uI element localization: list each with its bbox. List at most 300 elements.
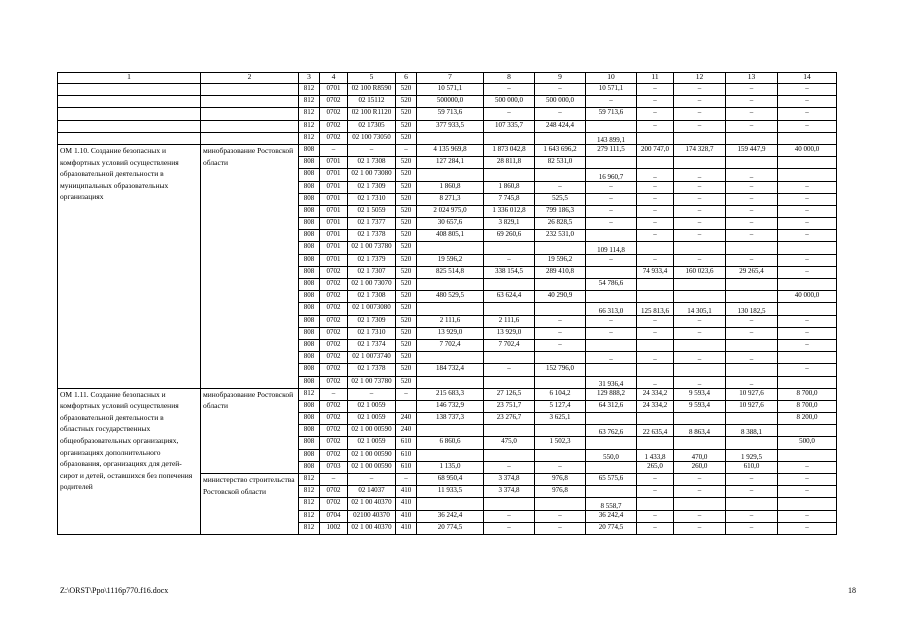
table-cell: 808: [299, 364, 320, 376]
table-cell: –: [637, 522, 674, 534]
table-cell: –: [484, 364, 535, 376]
table-cell: 02 17305: [348, 120, 396, 132]
table-cell: 808: [299, 193, 320, 205]
table-cell: 520: [396, 84, 417, 96]
table-cell: 8 271,3: [417, 193, 484, 205]
table-cell: –: [674, 193, 726, 205]
table-cell: 812: [299, 498, 320, 510]
table-cell: 520: [396, 254, 417, 266]
table-cell: 215 683,3: [417, 388, 484, 400]
table-cell: [484, 449, 535, 461]
table-cell: 812: [299, 120, 320, 132]
table-cell: [586, 157, 637, 169]
table-cell: 4 135 969,8: [417, 144, 484, 156]
table-cell: 808: [299, 376, 320, 388]
table-cell: [726, 437, 778, 449]
column-number: 3: [299, 73, 320, 84]
table-cell: [535, 303, 586, 315]
table-cell: 02 100 R8590: [348, 84, 396, 96]
table-cell: 2 111,6: [417, 315, 484, 327]
table-cell: –: [778, 120, 837, 132]
table-cell: 808: [299, 181, 320, 193]
table-cell: 520: [396, 108, 417, 120]
table-cell: 02 1 7308: [348, 157, 396, 169]
page-number: 18: [848, 586, 856, 595]
executor-cell: [201, 132, 299, 144]
table-cell: 1 929,5: [726, 449, 778, 461]
table-cell: 184 732,4: [417, 364, 484, 376]
table-cell: –: [586, 327, 637, 339]
table-cell: 16 960,7: [586, 169, 637, 181]
table-cell: 59 713,6: [586, 108, 637, 120]
table-cell: –: [586, 254, 637, 266]
table-cell: 6 104,2: [535, 388, 586, 400]
table-cell: 610: [396, 461, 417, 473]
table-cell: –: [726, 181, 778, 193]
table-cell: –: [778, 193, 837, 205]
table-row: [58, 388, 837, 400]
table-cell: –: [348, 388, 396, 400]
table-cell: –: [778, 364, 837, 376]
column-number: 14: [778, 73, 837, 84]
table-cell: 11 933,5: [417, 486, 484, 498]
table-row: [58, 144, 837, 156]
table-cell: 8 388,1: [726, 425, 778, 437]
table-cell: 232 531,0: [535, 230, 586, 242]
table-cell: 0701: [320, 169, 348, 181]
table-cell: –: [637, 169, 674, 181]
table-cell: 610: [396, 437, 417, 449]
table-cell: [637, 364, 674, 376]
table-cell: [417, 169, 484, 181]
table-cell: 02 1 00 00590: [348, 425, 396, 437]
table-cell: –: [778, 230, 837, 242]
table-cell: 808: [299, 266, 320, 278]
table-cell: [778, 132, 837, 144]
table-cell: 520: [396, 352, 417, 364]
table-cell: [726, 291, 778, 303]
table-cell: –: [674, 486, 726, 498]
table-cell: –: [484, 84, 535, 96]
table-cell: 0701: [320, 181, 348, 193]
table-cell: –: [778, 339, 837, 351]
table-cell: 520: [396, 132, 417, 144]
table-cell: –: [726, 327, 778, 339]
table-cell: –: [637, 193, 674, 205]
table-cell: [417, 303, 484, 315]
table-cell: [674, 413, 726, 425]
table-cell: –: [726, 205, 778, 217]
table-cell: [726, 157, 778, 169]
table-cell: 520: [396, 279, 417, 291]
table-cell: –: [778, 205, 837, 217]
table-cell: [637, 339, 674, 351]
column-number: 7: [417, 73, 484, 84]
table-cell: –: [726, 193, 778, 205]
table-cell: [586, 291, 637, 303]
table-cell: 808: [299, 144, 320, 156]
table-cell: 152 796,0: [535, 364, 586, 376]
table-cell: –: [637, 108, 674, 120]
table-cell: 0702: [320, 425, 348, 437]
table-cell: 20 774,5: [586, 522, 637, 534]
table-cell: –: [586, 181, 637, 193]
table-cell: –: [726, 254, 778, 266]
table-cell: 0702: [320, 120, 348, 132]
table-cell: –: [535, 108, 586, 120]
table-cell: –: [726, 474, 778, 486]
table-cell: 02 1 7378: [348, 230, 396, 242]
table-cell: –: [396, 388, 417, 400]
table-cell: 200 747,0: [637, 144, 674, 156]
table-cell: [417, 132, 484, 144]
table-cell: 0702: [320, 327, 348, 339]
table-cell: [726, 364, 778, 376]
table-cell: –: [484, 254, 535, 266]
table-cell: 59 713,6: [417, 108, 484, 120]
table-cell: –: [586, 218, 637, 230]
table-cell: [535, 279, 586, 291]
table-cell: [778, 498, 837, 510]
table-cell: –: [320, 388, 348, 400]
table-cell: 520: [396, 291, 417, 303]
table-cell: –: [726, 169, 778, 181]
table-cell: –: [535, 522, 586, 534]
table-cell: 24 334,2: [637, 400, 674, 412]
column-number: 9: [535, 73, 586, 84]
table-row: [58, 108, 837, 120]
table-cell: 610,0: [726, 461, 778, 473]
table-cell: 63 762,6: [586, 425, 637, 437]
table-cell: 02 1 7377: [348, 218, 396, 230]
table-cell: 808: [299, 437, 320, 449]
table-cell: 26 828,5: [535, 218, 586, 230]
table-cell: –: [674, 254, 726, 266]
table-cell: 808: [299, 449, 320, 461]
table-cell: 02 1 7308: [348, 291, 396, 303]
table-cell: –: [586, 193, 637, 205]
table-cell: –: [535, 315, 586, 327]
table-cell: [586, 120, 637, 132]
table-cell: [674, 437, 726, 449]
table-cell: [674, 157, 726, 169]
table-cell: 410: [396, 498, 417, 510]
table-cell: [726, 413, 778, 425]
table-cell: 525,5: [535, 193, 586, 205]
table-cell: 520: [396, 230, 417, 242]
table-cell: 0702: [320, 315, 348, 327]
table-cell: –: [637, 218, 674, 230]
table-cell: –: [674, 327, 726, 339]
table-cell: –: [726, 510, 778, 522]
table-cell: –: [778, 474, 837, 486]
table-cell: [417, 376, 484, 388]
table-cell: 02 1 00 73070: [348, 279, 396, 291]
table-cell: [417, 498, 484, 510]
table-cell: 812: [299, 510, 320, 522]
table-cell: 808: [299, 205, 320, 217]
executor-cell: [201, 120, 299, 132]
table-cell: 289 410,8: [535, 266, 586, 278]
table-cell: 36 242,4: [417, 510, 484, 522]
table-cell: 10 571,1: [417, 84, 484, 96]
table-cell: –: [348, 474, 396, 486]
table-cell: [726, 279, 778, 291]
table-cell: 338 154,5: [484, 266, 535, 278]
table-cell: 146 732,9: [417, 400, 484, 412]
table-cell: 265,0: [637, 461, 674, 473]
table-cell: –: [778, 510, 837, 522]
table-cell: 0702: [320, 132, 348, 144]
table-cell: 63 624,4: [484, 291, 535, 303]
table-cell: 520: [396, 218, 417, 230]
table-cell: 130 182,5: [726, 303, 778, 315]
table-cell: 8 700,0: [778, 388, 837, 400]
table-cell: [417, 352, 484, 364]
table-cell: [778, 376, 837, 388]
table-cell: [778, 303, 837, 315]
table-cell: 02 1 0059: [348, 437, 396, 449]
table-cell: 0702: [320, 437, 348, 449]
table-cell: [484, 498, 535, 510]
executor-cell: минобразование Ростовской области: [201, 144, 299, 388]
table-cell: 520: [396, 120, 417, 132]
table-cell: –: [637, 510, 674, 522]
executor-cell: [201, 96, 299, 108]
table-cell: 0702: [320, 266, 348, 278]
table-cell: –: [726, 376, 778, 388]
table-cell: 3 625,1: [535, 413, 586, 425]
table-cell: [417, 242, 484, 254]
table-cell: –: [637, 327, 674, 339]
table-cell: 109 114,8: [586, 242, 637, 254]
program-name-cell: [58, 84, 201, 96]
table-cell: –: [637, 474, 674, 486]
table-cell: [637, 291, 674, 303]
table-cell: –: [674, 376, 726, 388]
table-cell: 812: [299, 84, 320, 96]
table-cell: 808: [299, 461, 320, 473]
table-cell: 66 313,0: [586, 303, 637, 315]
table-cell: 520: [396, 193, 417, 205]
table-cell: –: [348, 144, 396, 156]
table-cell: –: [726, 522, 778, 534]
table-cell: 1 502,3: [535, 437, 586, 449]
table-cell: [637, 242, 674, 254]
table-cell: 8 863,4: [674, 425, 726, 437]
table-cell: [726, 242, 778, 254]
table-cell: [484, 303, 535, 315]
table-cell: 02 1 0059: [348, 400, 396, 412]
column-number: 4: [320, 73, 348, 84]
table-cell: –: [637, 120, 674, 132]
table-cell: 808: [299, 254, 320, 266]
table-cell: –: [778, 486, 837, 498]
file-path: Z:\ORST\Ppo\1116p770.f16.docx: [60, 586, 169, 595]
table-cell: 240: [396, 413, 417, 425]
table-cell: –: [674, 108, 726, 120]
program-name-cell: [58, 108, 201, 120]
table-cell: –: [726, 96, 778, 108]
table-cell: 0702: [320, 352, 348, 364]
table-cell: 808: [299, 157, 320, 169]
table-cell: –: [726, 120, 778, 132]
table-cell: [535, 242, 586, 254]
table-cell: –: [778, 84, 837, 96]
table-cell: –: [674, 315, 726, 327]
column-number: 6: [396, 73, 417, 84]
table-cell: –: [637, 376, 674, 388]
table-cell: 20 774,5: [417, 522, 484, 534]
table-cell: 0702: [320, 303, 348, 315]
table-cell: –: [726, 486, 778, 498]
table-cell: 500 000,0: [484, 96, 535, 108]
table-cell: –: [778, 254, 837, 266]
table-cell: [637, 437, 674, 449]
table-cell: 0701: [320, 157, 348, 169]
table-cell: 248 424,4: [535, 120, 586, 132]
table-cell: –: [674, 181, 726, 193]
table-cell: 138 737,3: [417, 413, 484, 425]
table-cell: [484, 132, 535, 144]
table-cell: 0702: [320, 364, 348, 376]
table-cell: 410: [396, 510, 417, 522]
table-cell: 143 899,1: [586, 132, 637, 144]
table-cell: [484, 279, 535, 291]
table-cell: 812: [299, 96, 320, 108]
table-header-row: [58, 73, 837, 84]
executor-cell: минобразование Ростовской области: [201, 388, 299, 473]
table-cell: –: [586, 205, 637, 217]
table-cell: 520: [396, 376, 417, 388]
table-cell: 0702: [320, 486, 348, 498]
table-cell: 1002: [320, 522, 348, 534]
table-cell: 520: [396, 327, 417, 339]
table-cell: 3 374,8: [484, 486, 535, 498]
table-cell: 0702: [320, 413, 348, 425]
table-cell: 808: [299, 218, 320, 230]
table-cell: [535, 425, 586, 437]
table-cell: 0701: [320, 230, 348, 242]
table-cell: 1 643 696,2: [535, 144, 586, 156]
table-cell: 68 950,4: [417, 474, 484, 486]
table-cell: 64 312,6: [586, 400, 637, 412]
table-cell: 240: [396, 425, 417, 437]
table-cell: 520: [396, 181, 417, 193]
table-cell: [637, 132, 674, 144]
table-cell: 19 596,2: [417, 254, 484, 266]
table-cell: [674, 364, 726, 376]
column-number: 2: [201, 73, 299, 84]
table-cell: –: [320, 474, 348, 486]
table-cell: 520: [396, 157, 417, 169]
table-cell: –: [726, 218, 778, 230]
table-cell: 0702: [320, 400, 348, 412]
table-cell: 520: [396, 169, 417, 181]
table-cell: [484, 169, 535, 181]
table-cell: [535, 449, 586, 461]
table-cell: 808: [299, 400, 320, 412]
table-cell: 520: [396, 266, 417, 278]
table-cell: 808: [299, 425, 320, 437]
table-cell: 02 1 00 73780: [348, 376, 396, 388]
table-cell: [637, 413, 674, 425]
table-cell: –: [674, 230, 726, 242]
table-cell: 2 111,6: [484, 315, 535, 327]
table-cell: 10 571,1: [586, 84, 637, 96]
table-cell: 0702: [320, 108, 348, 120]
table-cell: 799 186,3: [535, 205, 586, 217]
table-cell: 02 1 0073080: [348, 303, 396, 315]
table-cell: 02 1 00 73080: [348, 169, 396, 181]
table-row: [58, 132, 837, 144]
table-cell: 500 000,0: [535, 96, 586, 108]
table-cell: 02 15112: [348, 96, 396, 108]
table-cell: 40 000,0: [778, 291, 837, 303]
table-cell: 0702: [320, 291, 348, 303]
table-cell: [778, 242, 837, 254]
table-cell: 0704: [320, 510, 348, 522]
table-cell: 377 933,5: [417, 120, 484, 132]
table-cell: 1 873 042,8: [484, 144, 535, 156]
budget-table: [57, 72, 837, 535]
table-cell: 500000,0: [417, 96, 484, 108]
table-cell: –: [535, 510, 586, 522]
table-cell: 02 14037: [348, 486, 396, 498]
table-cell: [586, 339, 637, 351]
table-cell: 02 1 00 40370: [348, 522, 396, 534]
table-cell: 13 929,0: [417, 327, 484, 339]
table-cell: 02 1 7310: [348, 327, 396, 339]
table-cell: –: [778, 181, 837, 193]
table-cell: –: [778, 315, 837, 327]
table-cell: 23 276,7: [484, 413, 535, 425]
table-cell: 520: [396, 303, 417, 315]
table-cell: 8 200,0: [778, 413, 837, 425]
table-cell: 31 936,4: [586, 376, 637, 388]
table-cell: [484, 242, 535, 254]
table-cell: –: [674, 510, 726, 522]
table-cell: 0701: [320, 205, 348, 217]
table-cell: [535, 376, 586, 388]
table-cell: –: [726, 352, 778, 364]
table-cell: 160 023,6: [674, 266, 726, 278]
table-cell: 3 374,8: [484, 474, 535, 486]
table-cell: 02 1 00 00590: [348, 449, 396, 461]
table-cell: –: [674, 218, 726, 230]
table-cell: [778, 352, 837, 364]
table-cell: –: [778, 522, 837, 534]
table-cell: 27 126,5: [484, 388, 535, 400]
table-cell: [586, 266, 637, 278]
table-cell: –: [484, 510, 535, 522]
table-cell: 520: [396, 315, 417, 327]
table-cell: 279 111,5: [586, 144, 637, 156]
table-cell: 976,8: [535, 474, 586, 486]
table-cell: 3 829,1: [484, 218, 535, 230]
program-name-cell: ОМ 1.11. Создание безопасных и комфортных условий осуществления образовательной деятельности в областных государственных общеобразовательных организациях, организациях дополнительного образования, организациях для детей-сирот и детей, оставшихся без попечения родителей: [58, 388, 201, 534]
table-cell: [586, 461, 637, 473]
table-cell: 520: [396, 205, 417, 217]
column-number: 10: [586, 73, 637, 84]
table-cell: 40 000,0: [778, 144, 837, 156]
program-name-cell: ОМ 1.10. Создание безопасных и комфортных условий осуществления образовательной деятельности в муниципальных образовательных организациях: [58, 144, 201, 388]
table-cell: 260,0: [674, 461, 726, 473]
table-cell: –: [535, 461, 586, 473]
table-cell: [726, 132, 778, 144]
table-cell: –: [726, 84, 778, 96]
table-cell: 02 1 7309: [348, 181, 396, 193]
